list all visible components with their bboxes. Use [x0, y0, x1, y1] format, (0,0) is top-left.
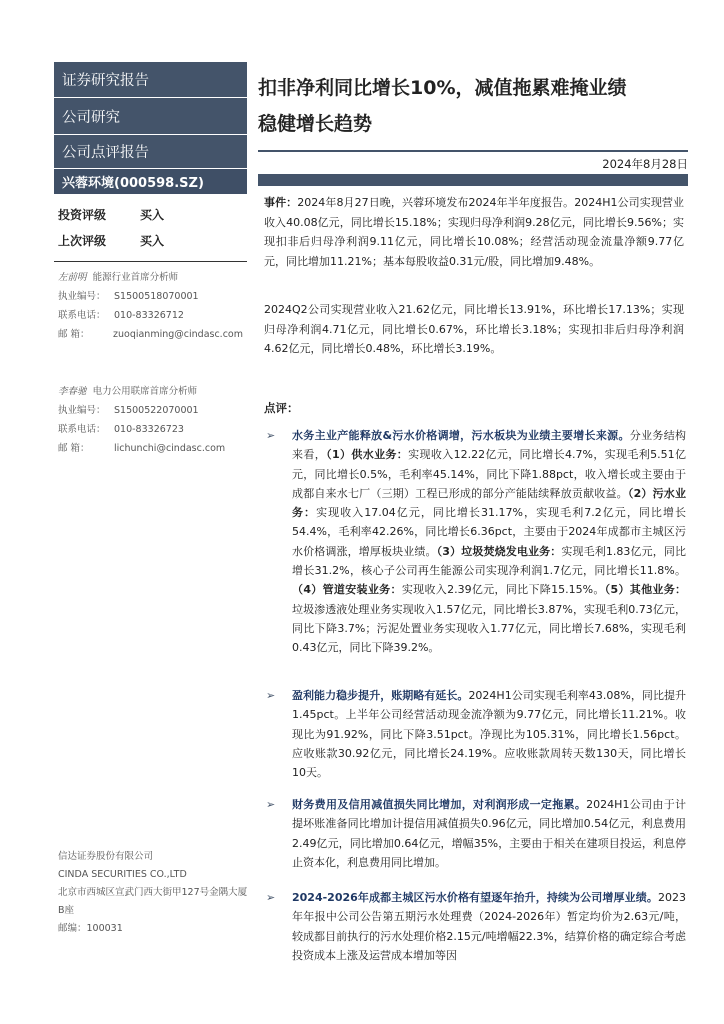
analyst-phone-row [58, 420, 243, 439]
comment-body [292, 795, 686, 872]
comment-text: 2023年年报中公司公告第五期污水处理费（2024-2026年）暂定均价为2.63元/吨，较成都目前执行的污水处理价格2.15元/吨增幅22.3%，结算价格的确定综合考虑投资成本上涨及运营成本增加等因 [292, 891, 686, 962]
report-date: 2024年8月28日 [602, 157, 688, 171]
analyst-name: 左前明 [58, 272, 87, 283]
comment-body [292, 686, 686, 782]
comment-headline: 财务费用及信用减值损失同比增加，对利润形成一定拖累。 [292, 798, 587, 811]
title-divider [258, 150, 688, 152]
comment-body [292, 426, 686, 658]
comment-item [266, 795, 686, 872]
report-type-band: 证券研究报告 [54, 62, 247, 98]
category-band: 公司研究 [54, 98, 247, 135]
analyst-phone: 010-83326712 [114, 310, 184, 321]
rating-area [54, 195, 247, 262]
analyst-block-2 [54, 376, 247, 458]
comment-text: 实现收入2.39亿元，同比下降15.15%。 [401, 583, 605, 597]
comment-headline: 盈利能力稳步提升，账期略有延长。 [292, 689, 469, 702]
analyst-title: 能源行业首席分析师 [92, 272, 179, 283]
analyst-phone: 010-83326723 [114, 424, 184, 435]
analyst-email-row [58, 439, 243, 458]
analyst-email-label: 邮 箱： [58, 443, 90, 454]
analyst-license-row [58, 287, 243, 306]
comment-text: 2024H1公司由于计提坏账准备同比增加计提信用减值损失0.96亿元，同比增加0.54亿元，利息费用2.49亿元，同比增加0.64亿元，增幅35%，主要由于相关在建项目投运，利息停止资本化，利息费用同比增加。 [292, 798, 687, 869]
analyst-license: S1500522070001 [114, 405, 199, 416]
segment-label: （4）管道安装业务： [292, 583, 402, 597]
segment-label: （5）其他业务： [604, 583, 687, 597]
segment-label: （1）供水业务： [326, 448, 409, 462]
title-line-2: 稳健增长趋势 [258, 113, 373, 135]
bullet-arrow-icon: ➢ [266, 689, 276, 702]
event-text: 2024年8月27日晚，兴蓉环境发布2024年半年度报告。2024H1公司实现营业收入40.08亿元，同比增长15.18%；实现归母净利润9.28亿元，同比增长9.56%；实现扣非后归母净利润9.11亿元，同比增长10.08%；经营活动现金流量净额9.77亿元，同比增加11.21%；基本每股收益0.31元/股，同比增加9.48%。 [264, 196, 685, 268]
firm-postcode: 邮编：100031 [58, 923, 123, 934]
comment-headline: 水务主业产能释放&污水价格调增，污水板块为业绩主要增长来源。 [292, 429, 630, 442]
analyst-phone-label: 联系电话： [58, 424, 106, 435]
comment-item [266, 888, 686, 965]
comment-text: 分业务结构来看， [292, 429, 687, 462]
analyst-license-label: 执业编号： [58, 405, 106, 416]
report-title [258, 70, 698, 142]
comment-headline: 2024-2026年成都主城区污水价格有望逐年抬升，持续为公司增厚业绩。 [292, 891, 658, 904]
comment-text: 2024H1公司实现毛利率43.08%，同比提升1.45pct。上半年公司经营活动现金流净额为9.77亿元，同比增长11.21%。收现比为91.92%，同比下降3.51pct。净现比为105.31%，同比增长1.56pct。应收账款30.92亿元，同比增长24.19%。应收账款周转天数130天，同比增长10天。 [292, 689, 686, 780]
firm-info [58, 848, 248, 938]
analyst-name: 李春驰 [58, 386, 87, 397]
analyst-license: S1500518070001 [114, 291, 199, 302]
analyst-license-label: 执业编号： [58, 291, 106, 302]
firm-name-en: CINDA SECURITIES CO.,LTD [58, 869, 187, 880]
analyst-phone-label: 联系电话： [58, 310, 106, 321]
comment-text: 实现收入17.04亿元，同比增长31.17%，实现毛利7.2亿元，同比增长54.4%，毛利率42.26%，同比增长6.36pct，主要由于2024年成都市主城区污水价格调涨，增厚板块业绩。 [292, 506, 687, 558]
firm-address: 北京市西城区宣武门西大街甲127号金隅大厦B座 [58, 887, 248, 916]
q2-paragraph: 2024Q2公司实现营业收入21.62亿元，同比增长13.91%，环比增长17.13%；实现归母净利润4.71亿元，同比增长0.67%，环比增长3.18%；实现扣非后归母净利润4.62亿元，同比增长0.48%，环比增长3.19%。 [264, 303, 684, 355]
title-line-1: 扣非净利同比增长10%，减值拖累难掩业绩 [258, 77, 627, 99]
event-paragraph [264, 193, 684, 271]
rating-label: 投资评级 [58, 207, 107, 222]
comment-body [292, 888, 686, 965]
segment-label: （2）污水业务： [292, 486, 687, 520]
analyst-name-row [58, 382, 243, 401]
bullet-arrow-icon: ➢ [266, 798, 276, 811]
rating-row-previous [54, 227, 247, 253]
bullet-arrow-icon: ➢ [266, 429, 276, 442]
comment-text: 垃圾渗透液处理业务实现收入1.57亿元，同比增长3.87%，实现毛利0.73亿元，同比下降3.7%；污泥处置业务实现收入1.77亿元，同比增长7.68%，实现毛利0.43亿元，同比下降39.2%。 [292, 602, 686, 655]
rating-value: 买入 [140, 233, 165, 248]
segment-label: （3）垃圾焚烧发电业务： [436, 544, 562, 558]
analyst-name-row [58, 268, 243, 287]
rating-label: 上次评级 [58, 233, 107, 248]
rating-value: 买入 [140, 207, 165, 222]
analyst-title: 电力公用联席首席分析师 [92, 386, 198, 397]
analyst-email-row [58, 325, 243, 344]
comment-item [266, 426, 686, 658]
comment-item [266, 686, 686, 782]
firm-name-cn: 信达证券股份有限公司 [58, 851, 154, 862]
comment-text: 实现毛利1.83亿元，同比增长31.2%，核心子公司再生能源公司实现净利润1.7亿元，同比增长11.8%。 [292, 544, 687, 578]
comments-label: 点评： [264, 401, 299, 415]
analyst-email[interactable]: zuoqianming@cindasc.com [113, 329, 243, 340]
analyst-license-row [58, 401, 243, 420]
comment-text: 实现收入12.22亿元，同比增长4.7%，实现毛利5.51亿元，同比增长0.5%，毛利率45.14%，同比下降1.88pct，收入增长或主要由于成都自来水七厂（三期）工程已形成的部分产能陆续释放贡献收益。 [292, 448, 686, 500]
bullet-arrow-icon: ➢ [266, 891, 276, 904]
analyst-email[interactable]: lichunchi@cindasc.com [114, 443, 226, 454]
analyst-phone-row [58, 306, 243, 325]
company-band: 兴蓉环境(000598.SZ) [54, 169, 247, 195]
rating-row-current [54, 201, 247, 227]
sub-category-band: 公司点评报告 [54, 135, 247, 169]
event-label: 事件： [264, 196, 298, 209]
event-bar [258, 174, 688, 186]
analyst-email-label: 邮 箱： [58, 329, 90, 340]
analyst-block-1 [54, 262, 247, 344]
sidebar [54, 62, 247, 458]
